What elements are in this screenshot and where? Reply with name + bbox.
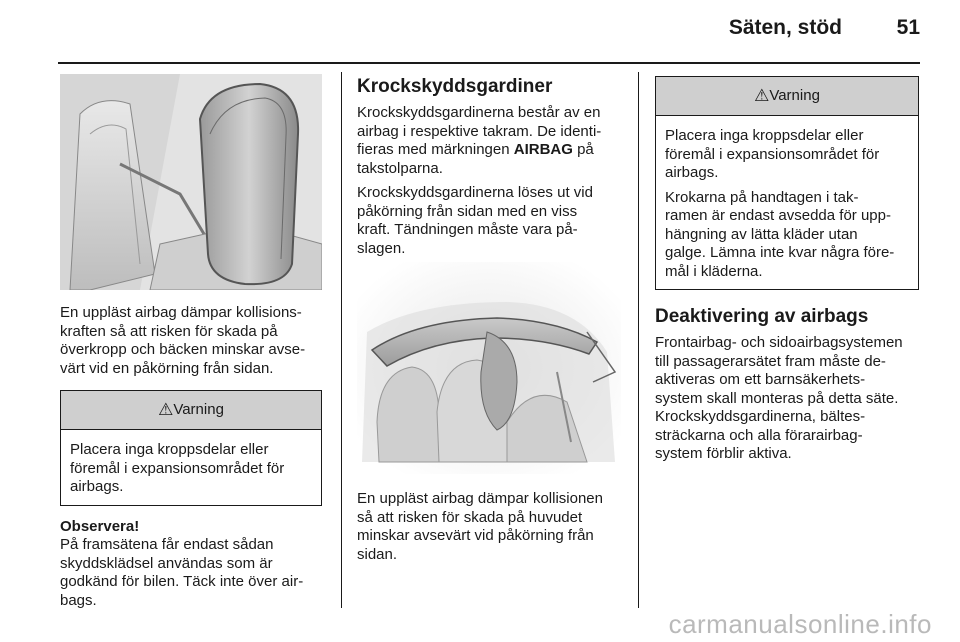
page-header-title: Säten, stöd — [728, 16, 842, 39]
side-airbag-illustration — [60, 74, 322, 290]
warning-header: ⚠Varning — [656, 77, 918, 116]
seat-airbag-caption: En uppläst airbag dämpar kollisions- kraften så att risken för skada på överkropp och bäcken minskar avse- värt vid en påkörning från sidan. — [60, 304, 306, 377]
curtain-airbag-caption: En uppläst airbag dämpar kollisionen så att risken för skada på huvudet minskar avsevärt vid påkörning från sidan. — [357, 490, 603, 563]
warning-body: Placera inga kroppsdelar eller föremål i expansionsområdet för airbags. — [70, 441, 285, 495]
warning-triangle-icon: ⚠ — [754, 86, 770, 105]
section-heading-curtain-airbags: Krockskyddsgardiner — [357, 76, 553, 97]
column-3 — [655, 76, 923, 464]
curtain-para-1: Krockskyddsgardinerna består av en airbag i respektive takram. De identi- fieras med märkningen AIRBAG på takstolparna. — [357, 104, 602, 177]
warning-box-curtain — [655, 76, 919, 290]
airbag-marking-label: AIRBAG — [513, 141, 573, 158]
header-rule — [58, 62, 920, 64]
warning-triangle-icon: ⚠ — [158, 400, 174, 419]
column-divider-2 — [638, 72, 639, 608]
section-heading-deactivation: Deaktivering av airbags — [655, 306, 869, 327]
page-number: 51 — [896, 16, 920, 39]
column-divider-1 — [341, 72, 342, 608]
column-2 — [357, 76, 632, 258]
column-1 — [60, 304, 330, 610]
note-title: Observera! — [60, 517, 140, 535]
warning-box-seat — [60, 390, 322, 506]
watermark: carmanualsonline.info — [668, 609, 932, 639]
warning-body: Placera inga kroppsdelar eller föremål i expansionsområdet för airbags. Krokarna på handtagen i tak- ramen är endast avsedda för upp- hängning av lätta kläder utan galge. Lämna inte kvar några före- mål i kläderna. — [665, 127, 895, 280]
warning-header: ⚠Varning — [61, 391, 321, 430]
note-body: På framsätena får endast sådan skyddsklädsel användas som är godkänd för bilen. Täck inte över air- bags. — [60, 536, 304, 609]
curtain-para-2: Krockskyddsgardinerna löses ut vid påkörning från sidan med en viss kraft. Tändningen måste vara på- slagen. — [357, 184, 593, 257]
curtain-caption-block — [357, 490, 632, 564]
curtain-airbag-illustration — [357, 262, 621, 474]
deactivation-body: Frontairbag- och sidoairbagsystemen till passagerarsätet fram måste de- aktiveras om ett barnsäkerhets- system skall monteras på detta säte. Krockskyddsgardinerna, bältes- sträckarna och alla förarairbag- system förblir aktiva. — [655, 334, 903, 462]
